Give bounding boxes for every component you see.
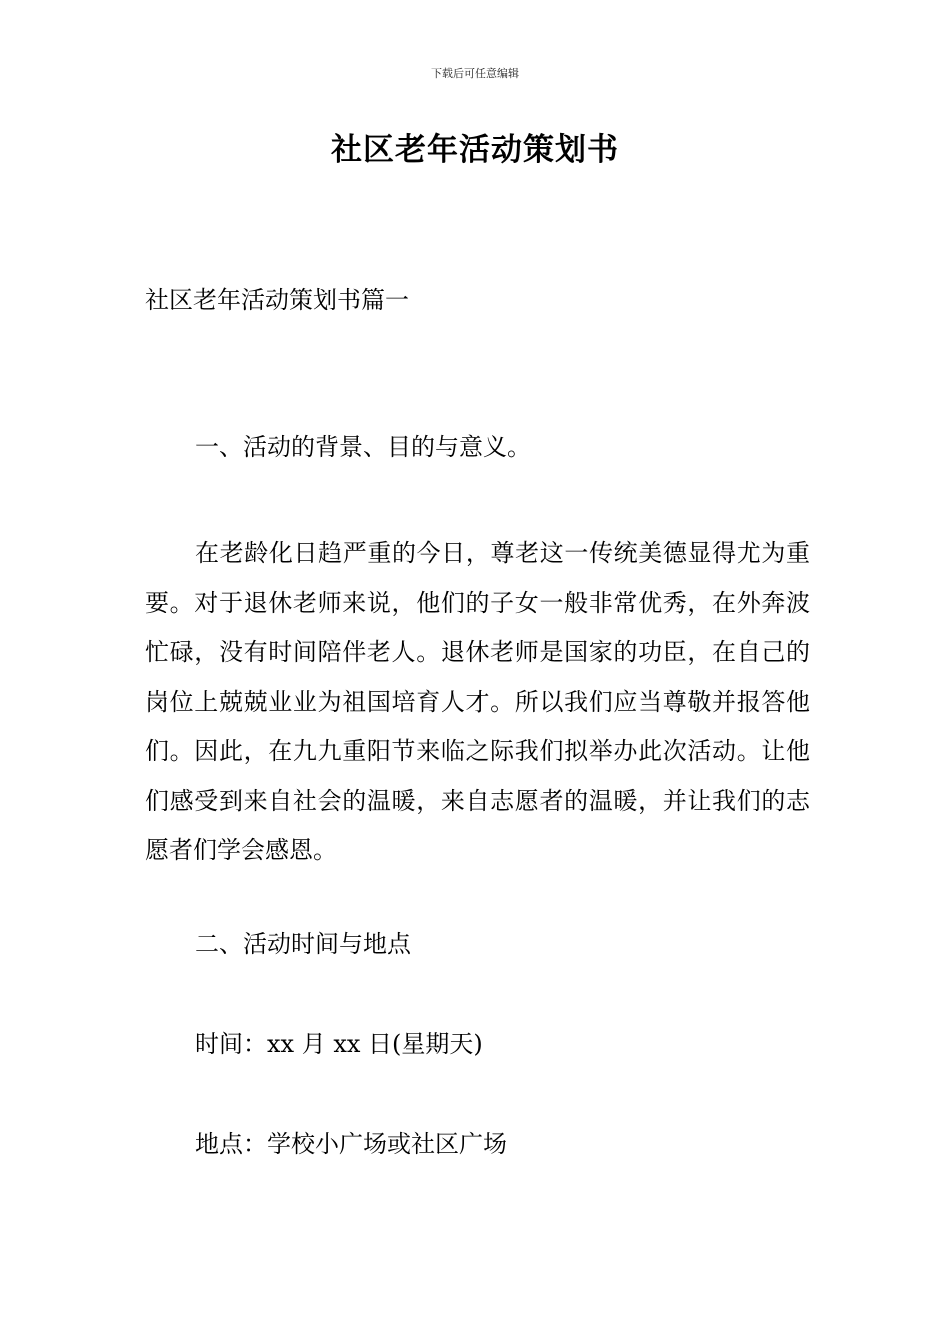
activity-time: 时间：xx 月 xx 日(星期天) [195, 1030, 483, 1058]
section-1-body: 在老龄化日趋严重的今日，尊老这一传统美德显得尤为重要。对于退休老师来说，他们的子女一般非常优秀，在外奔波忙碌，没有时间陪伴老人。退休老师是国家的功臣，在自己的岗位上兢兢业业为祖国培育人才。所以我们应当尊敬并报答他们。因此，在九九重阳节来临之际我们拟举办此次活动。让他们感受到来自社会的温暖，来自志愿者的温暖，并让我们的志愿者们学会感恩。 [145, 539, 810, 864]
document-title: 社区老年活动策划书 [331, 132, 619, 168]
section-2-heading: 二、活动时间与地点 [195, 930, 411, 958]
section-1-heading: 一、活动的背景、目的与意义。 [195, 433, 531, 461]
activity-place: 地点：学校小广场或社区广场 [195, 1130, 507, 1158]
document-subtitle: 社区老年活动策划书篇一 [145, 286, 409, 314]
header-note: 下载后可任意编辑 [431, 67, 519, 80]
